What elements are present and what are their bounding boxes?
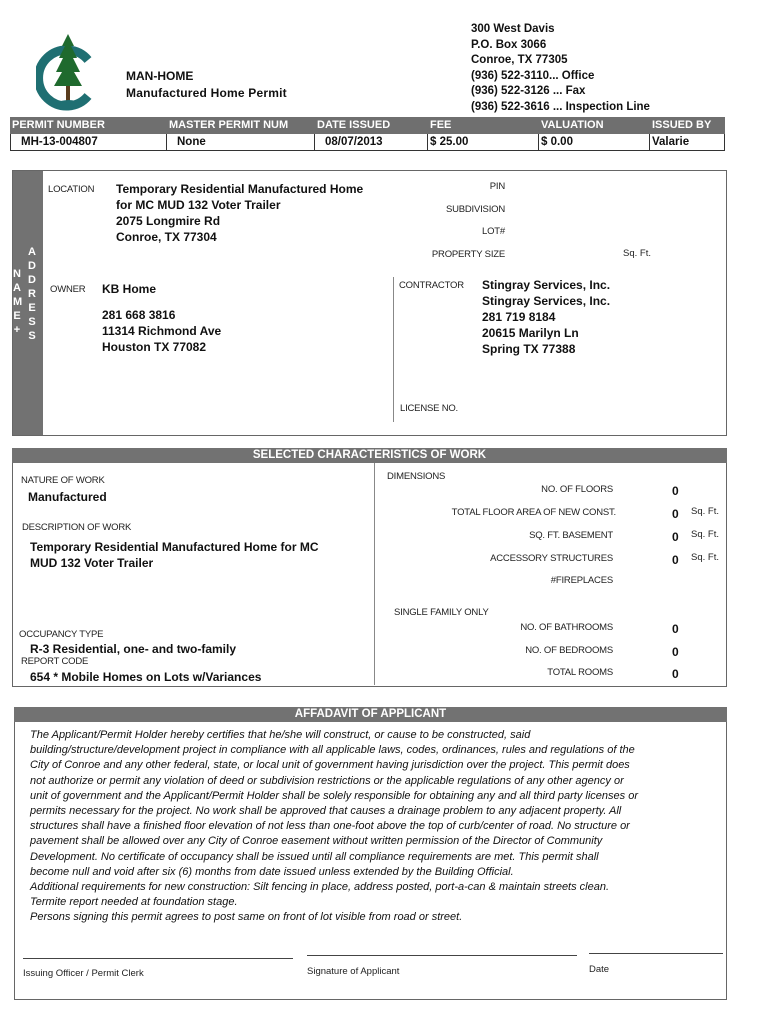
affidavit-line: Persons signing this permit agrees to post same on front of lot visible from road or street. (30, 911, 463, 924)
affidavit-line: become null and void after six (6) months from date issued unless extended by the Building Official. (30, 865, 514, 878)
subdivision-label: SUBDIVISION (445, 204, 505, 215)
description-line: Temporary Residential Manufactured Home for MC (30, 540, 319, 554)
property-size-unit: Sq. Ft. (623, 248, 651, 259)
contractor-line: 281 719 8184 (482, 310, 556, 324)
applicant-signature-line (307, 955, 577, 956)
header-master-permit: MASTER PERMIT NUM (167, 117, 315, 134)
name-address-section (12, 170, 727, 436)
floor-area-label: TOTAL FLOOR AREA OF NEW CONST. (451, 507, 616, 518)
occupancy-value: R-3 Residential, one- and two-family (30, 642, 237, 656)
affidavit-text (30, 728, 720, 926)
occupancy-label: OCCUPANCY TYPE (19, 629, 104, 640)
characteristics-title: SELECTED CHARACTERISTICS OF WORK (12, 448, 727, 463)
name-address-sidebar (13, 171, 43, 435)
form-title: Manufactured Home Permit (126, 86, 287, 100)
permit-table (10, 117, 725, 158)
master-permit-num: None (167, 134, 315, 151)
office-address (471, 22, 650, 115)
header-permit-number: PERMIT NUMBER (10, 117, 167, 134)
location-line: for MC MUD 132 Voter Trailer (116, 198, 281, 212)
report-code-label: REPORT CODE (21, 656, 89, 667)
phone-office: (936) 522-3110... Office (471, 69, 595, 82)
applicant-signature-label: Signature of Applicant (307, 966, 400, 977)
contractor-line: Stingray Services, Inc. (482, 278, 611, 292)
nature-label: NATURE OF WORK (21, 475, 105, 486)
total-rooms-value: 0 (672, 667, 679, 681)
affidavit-section (14, 722, 727, 1000)
officer-signature-line (23, 958, 293, 959)
header-date-issued: DATE ISSUED (315, 117, 428, 134)
affidavit-line: Additional requirements for new construction: Silt fencing in place, address posted, port-a-can & maintain streets clean. (30, 881, 610, 894)
city-logo (36, 30, 100, 114)
description-value (30, 539, 319, 571)
single-family-label: SINGLE FAMILY ONLY (394, 607, 489, 618)
affidavit-line: structures shall have a finished floor elevation of not less than one-foot above the top of curb/center of road. No structure or (30, 820, 630, 833)
dimensions-label: DIMENSIONS (387, 471, 446, 482)
affidavit-line: not authorize or permit any violation of deed or subdivision restrictions or the applicable regulations of any other agency or (30, 774, 624, 787)
contractor-line: 20615 Marilyn Ln (482, 326, 579, 340)
owner-phone: 281 668 3816 (102, 308, 176, 322)
location-line: Temporary Residential Manufactured Home (116, 182, 364, 196)
header-issued-by: ISSUED BY (650, 117, 725, 134)
contractor-line: Spring TX 77388 (482, 342, 576, 356)
contractor-label: CONTRACTOR (399, 280, 464, 291)
phone-inspection: (936) 522-3616 ... Inspection Line (471, 100, 650, 113)
owner-street: 11314 Richmond Ave (102, 324, 222, 338)
basement-value: 0 (672, 530, 679, 544)
owner-value (102, 281, 221, 355)
description-line: MUD 132 Voter Trailer (30, 556, 154, 570)
affidavit-line: unit of government and the Applicant/Permit Holder shall be solely responsible for obtaining any and all third party licenses or (30, 789, 638, 802)
bedrooms-label: NO. OF BEDROOMS (525, 645, 613, 656)
report-code-value: 654 * Mobile Homes on Lots w/Variances (30, 670, 262, 684)
permit-number: MH-13-004807 (10, 134, 167, 151)
floor-area-unit: Sq. Ft. (691, 506, 719, 517)
fee-value: $ 25.00 (428, 134, 539, 151)
affidavit-line: pavement shall be allowed over any City of Conroe easement without written permission of the Director of Community (30, 835, 603, 848)
date-issued: 08/07/2013 (315, 134, 428, 151)
location-line: Conroe, TX 77304 (116, 230, 217, 244)
location-line: 2075 Longmire Rd (116, 214, 221, 228)
nature-value: Manufactured (28, 490, 107, 504)
accessory-value: 0 (672, 553, 679, 567)
property-size-label: PROPERTY SIZE (431, 249, 505, 260)
header-fee: FEE (428, 117, 539, 134)
characteristics-section (12, 463, 727, 687)
date-signature-label: Date (589, 964, 610, 975)
description-label: DESCRIPTION OF WORK (22, 522, 132, 533)
owner-name: KB Home (102, 282, 157, 296)
affidavit-line: permits necessary for the project. No work shall be approved that causes a drainage problem to any adjacent property. All (30, 805, 622, 818)
officer-signature-label: Issuing Officer / Permit Clerk (23, 968, 144, 979)
owner-label: OWNER (50, 284, 86, 295)
affidavit-line: Development. No certificate of occupancy shall be issued until all compliance requirements are met. This permit shall (30, 850, 599, 863)
location-value (116, 181, 363, 245)
phone-fax: (936) 522-3126 ... Fax (471, 85, 586, 97)
date-signature-line (589, 953, 723, 954)
license-label: LICENSE NO. (400, 403, 458, 414)
contractor-value (482, 277, 610, 357)
basement-label: SQ. FT. BASEMENT (529, 530, 613, 541)
floors-value: 0 (672, 484, 679, 498)
characteristics-divider (374, 463, 375, 685)
sidebar-label-address: ADDRESS (28, 246, 36, 342)
affidavit-line: The Applicant/Permit Holder hereby certifies that he/she will construct, or cause to be constructed, said (30, 729, 531, 741)
fireplaces-label: #FIREPLACES (550, 575, 613, 586)
valuation-value: $ 0.00 (539, 134, 650, 151)
accessory-unit: Sq. Ft. (691, 552, 719, 563)
lot-label: LOT# (482, 226, 505, 237)
address-line: Conroe, TX 77305 (471, 54, 568, 66)
affidavit-line: Termite report needed at foundation stage. (30, 896, 238, 909)
affidavit-title: AFFADAVIT OF APPLICANT (14, 707, 727, 722)
floors-label: NO. OF FLOORS (541, 484, 613, 495)
issued-by-value: Valarie (650, 134, 725, 151)
header-valuation: VALUATION (539, 117, 650, 134)
bathrooms-label: NO. OF BATHROOMS (520, 622, 613, 633)
affidavit-line: City of Conroe and any other federal, state, or local unit of government having jurisdiction over the project. This permit does (30, 759, 630, 772)
bedrooms-value: 0 (672, 645, 679, 659)
contractor-line: Stingray Services, Inc. (482, 294, 611, 308)
owner-city: Houston TX 77082 (102, 340, 207, 354)
owner-contractor-divider (393, 277, 394, 422)
basement-unit: Sq. Ft. (691, 529, 719, 540)
form-code: MAN-HOME (126, 69, 194, 83)
address-line: P.O. Box 3066 (471, 38, 547, 51)
bathrooms-value: 0 (672, 622, 679, 636)
accessory-label: ACCESSORY STRUCTURES (490, 553, 613, 564)
floor-area-value: 0 (672, 507, 679, 521)
pin-label: PIN (489, 181, 505, 192)
location-label: LOCATION (48, 184, 95, 195)
address-line: 300 West Davis (471, 23, 555, 35)
affidavit-line: building/structure/development project in compliance with all applicable laws, codes, ordinances, rules and regulations of the (30, 744, 635, 757)
total-rooms-label: TOTAL ROOMS (547, 667, 613, 678)
sidebar-label-name: NAME+ (13, 268, 23, 336)
